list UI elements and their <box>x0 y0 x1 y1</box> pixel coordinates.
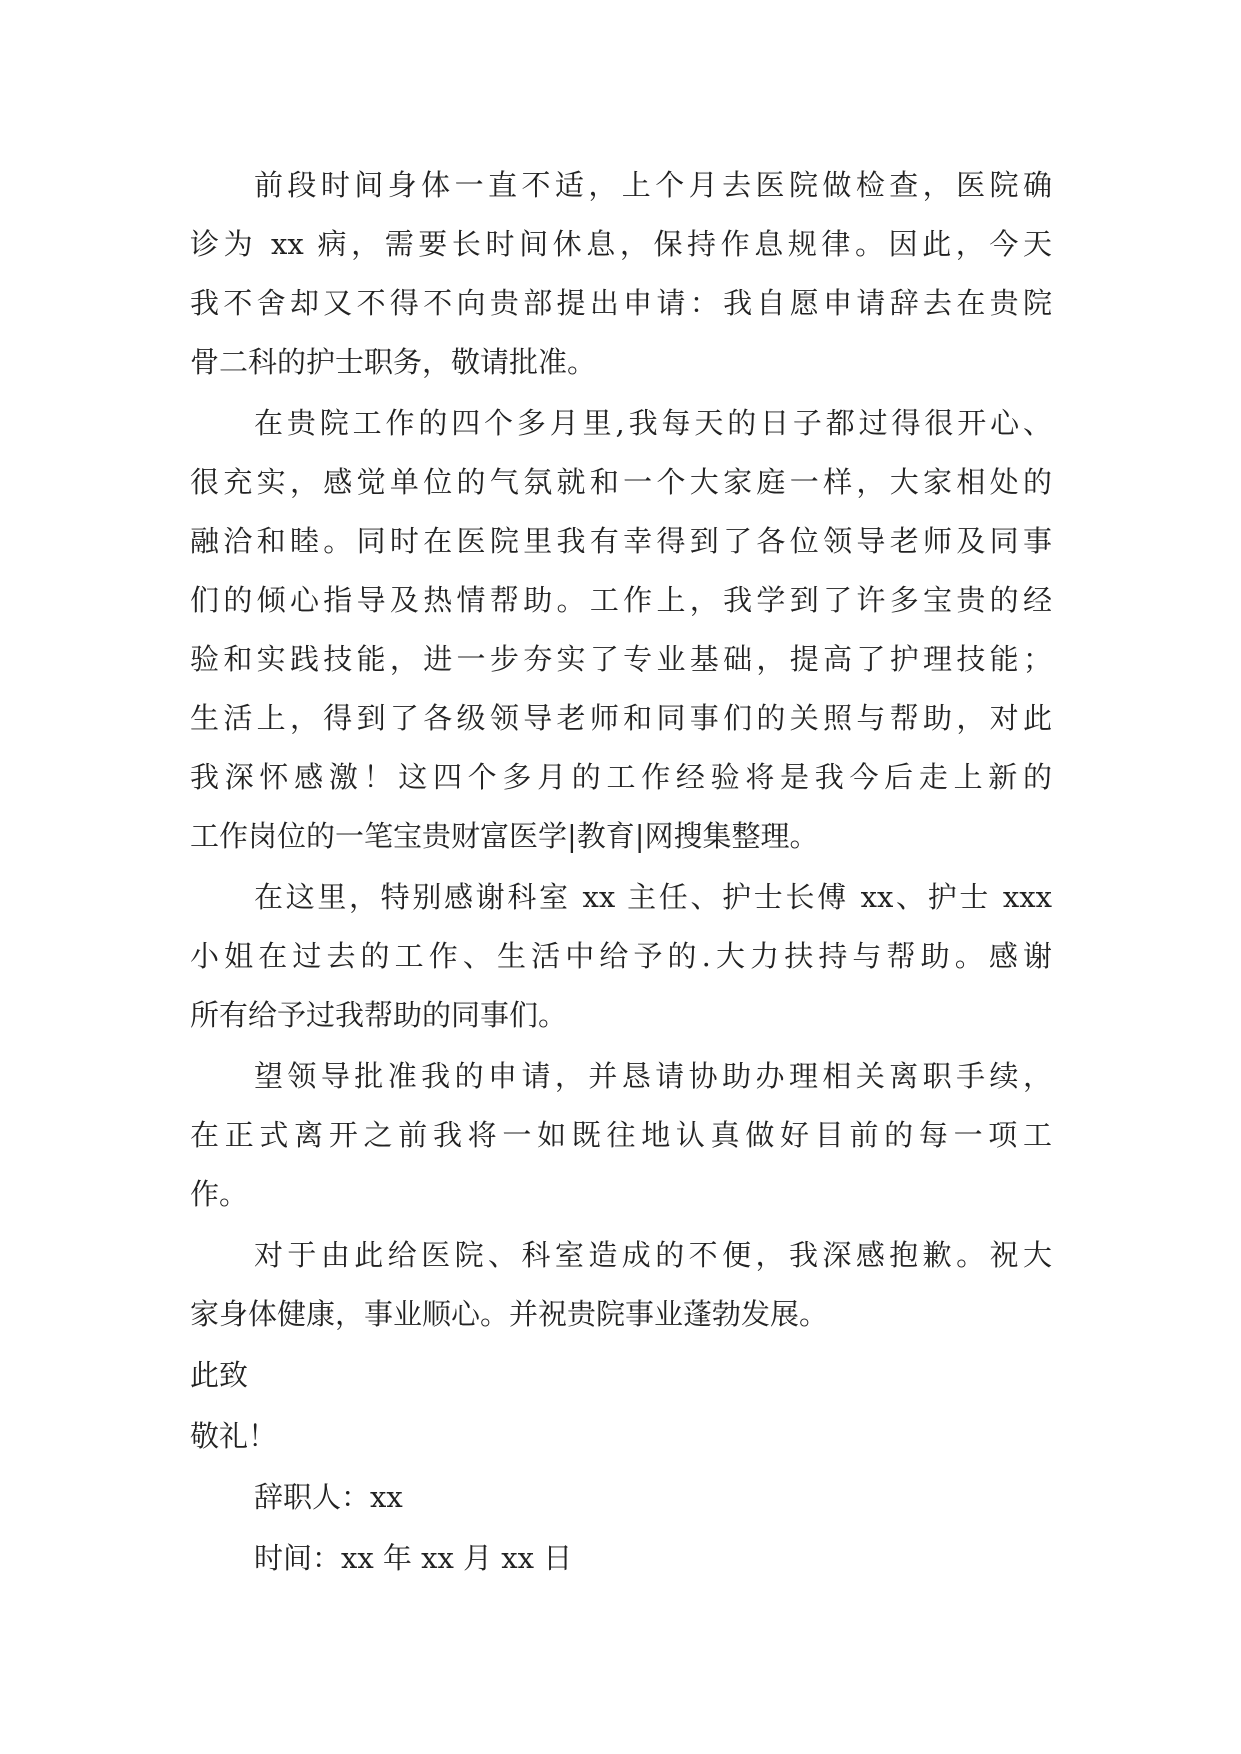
text-line: 家身体健康，事业顺心。并祝贵院事业蓬勃发展。 <box>190 1297 829 1331</box>
text-line: 对于由此给医院、科室造成的不便，我深感抱歉。祝大 <box>254 1238 1052 1272</box>
text-line: 时间：xx 年 xx 月 xx 日 <box>254 1541 573 1575</box>
text-line: 在正式离开之前我将一如既往地认真做好目前的每一项工 <box>190 1118 1052 1152</box>
text-line: 望领导批准我的申请，并恳请协助办理相关离职手续， <box>254 1059 1052 1093</box>
text-line: 在这里，特别感谢科室 xx 主任、护士长傅 xx、护士 xxx <box>254 880 1052 914</box>
text-line: 辞职人：xx <box>254 1480 403 1514</box>
text-line: 作。 <box>190 1177 249 1211</box>
paragraph <box>190 1529 1052 1588</box>
paragraph <box>190 1468 1052 1527</box>
text-line: 融洽和睦。同时在医院里我有幸得到了各位领导老师及同事 <box>190 524 1052 558</box>
text-line: 诊为 xx 病，需要长时间休息，保持作息规律。因此，今天 <box>190 227 1052 261</box>
paragraph <box>190 1226 1052 1344</box>
text-line: 很充实，感觉单位的气氛就和一个大家庭一样，大家相处的 <box>190 465 1052 499</box>
text-line: 生活上，得到了各级领导老师和同事们的关照与帮助，对此 <box>190 701 1052 735</box>
text-line: 小姐在过去的工作、生活中给予的.大力扶持与帮助。感谢 <box>190 939 1052 973</box>
text-line: 工作岗位的一笔宝贵财富医学|教育|网搜集整理。 <box>190 819 819 853</box>
letter-body <box>190 156 1052 1588</box>
text-line: 骨二科的护士职务，敬请批准。 <box>190 345 597 379</box>
paragraph <box>190 1407 1052 1466</box>
text-line: 我深怀感激！这四个多月的工作经验将是我今后走上新的 <box>190 760 1052 794</box>
paragraph <box>190 394 1052 866</box>
text-line: 验和实践技能，进一步夯实了专业基础，提高了护理技能； <box>190 642 1052 676</box>
text-line: 我不舍却又不得不向贵部提出申请：我自愿申请辞去在贵院 <box>190 286 1052 320</box>
text-line: 敬礼！ <box>190 1419 278 1453</box>
text-line: 在贵院工作的四个多月里,我每天的日子都过得很开心、 <box>254 406 1052 440</box>
paragraph <box>190 1047 1052 1224</box>
paragraph <box>190 868 1052 1045</box>
paragraph <box>190 1346 1052 1405</box>
text-line: 前段时间身体一直不适，上个月去医院做检查，医院确 <box>254 168 1052 202</box>
text-line: 所有给予过我帮助的同事们。 <box>190 998 568 1032</box>
text-line: 此致 <box>190 1358 249 1392</box>
paragraph <box>190 156 1052 392</box>
text-line: 们的倾心指导及热情帮助。工作上，我学到了许多宝贵的经 <box>190 583 1052 617</box>
